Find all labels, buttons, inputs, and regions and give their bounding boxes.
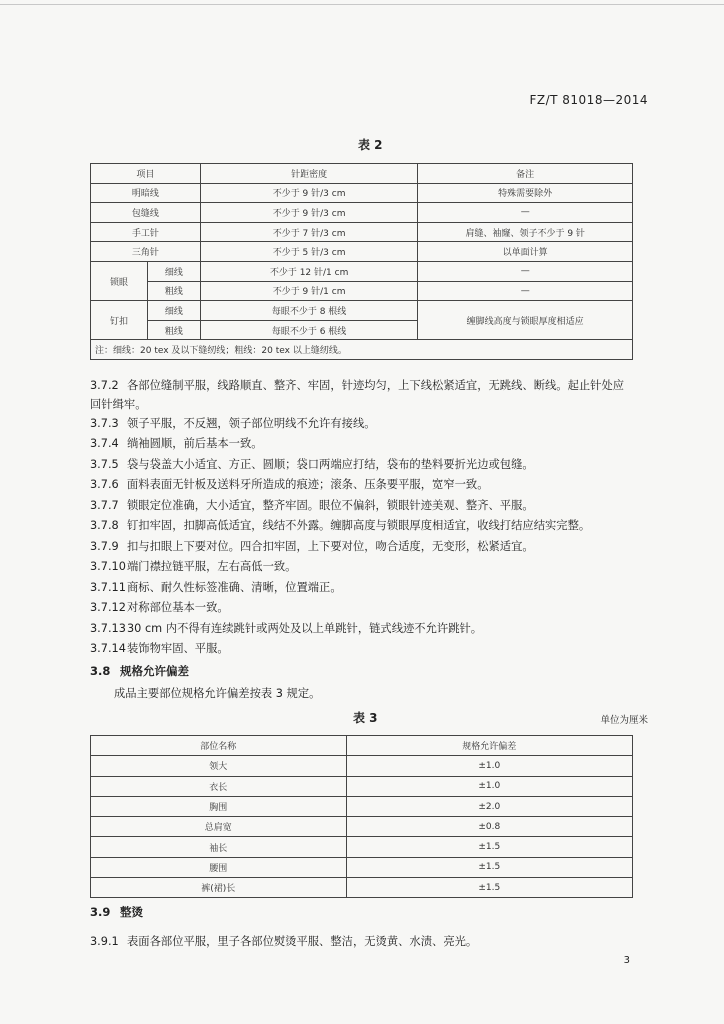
clause-3-7-2 bbox=[90, 376, 645, 414]
clause-text: 绱袖圆顺，前后基本一致。 bbox=[127, 437, 263, 450]
clause-text: 袋与袋盖大小适宜、方正、圆顺；袋口两端应打结，袋布的垫料要折光边或包缝。 bbox=[127, 458, 534, 471]
table3-part: 胸围 bbox=[91, 796, 347, 816]
table3-unit: 单位为厘米 bbox=[600, 715, 648, 726]
clause-3-7-12 bbox=[90, 598, 645, 617]
clause-number: 3.7.3 bbox=[90, 417, 119, 430]
table-row bbox=[91, 857, 633, 877]
table3-part: 衣长 bbox=[91, 776, 347, 796]
clause-3-7-4 bbox=[90, 434, 645, 453]
clause-text: 装饰物牢固、平服。 bbox=[127, 642, 229, 655]
clause-number: 3.7.7 bbox=[90, 499, 119, 512]
section-title: 规格允许偏差 bbox=[120, 664, 189, 678]
table2-item: 包缝线 bbox=[91, 203, 201, 223]
clause-3-9-1 bbox=[90, 932, 645, 951]
table-row bbox=[91, 817, 633, 837]
table2-item: 手工针 bbox=[91, 222, 201, 242]
clause-text: 30 cm 内不得有连续跳针或两处及以上单跳针，链式线迹不允许跳针。 bbox=[127, 622, 483, 635]
table2-title: 表 2 bbox=[358, 138, 383, 152]
section-3-8-heading bbox=[90, 663, 189, 679]
table-row bbox=[91, 878, 633, 898]
table2-group-buttonhole: 锁眼 bbox=[91, 261, 148, 300]
section-number: 3.9 bbox=[90, 905, 111, 919]
table-row bbox=[91, 301, 633, 321]
clause-number: 3.7.12 bbox=[90, 601, 126, 614]
standard-number: FZ/T 81018—2014 bbox=[529, 93, 648, 107]
table2-remark: — bbox=[418, 261, 633, 281]
table2-header-density: 针距密度 bbox=[200, 164, 418, 184]
table2-group-button-sewing: 钉扣 bbox=[91, 301, 148, 340]
clause-text: 锁眼定位准确，大小适宜，整齐牢固。眼位不偏斜，锁眼针迹美观、整齐、平服。 bbox=[127, 499, 534, 512]
table2-header-item: 项目 bbox=[91, 164, 201, 184]
table3-part: 袖长 bbox=[91, 837, 347, 857]
clause-number: 3.7.13 bbox=[90, 622, 126, 635]
table2-density: 不少于 9 针/1 cm bbox=[200, 281, 418, 301]
clause-3-7-3 bbox=[90, 414, 645, 433]
table2-item: 三角针 bbox=[91, 242, 201, 262]
table-row bbox=[91, 183, 633, 203]
table3-tolerance: ±1.5 bbox=[346, 837, 632, 857]
table-row bbox=[91, 261, 633, 281]
table3-part: 领大 bbox=[91, 756, 347, 776]
table2-density: 每眼不少于 6 根线 bbox=[200, 320, 418, 340]
table-row bbox=[91, 203, 633, 223]
clause-text: 扣与扣眼上下要对位。四合扣牢固，上下要对位，吻合适度，无变形，松紧适宜。 bbox=[127, 540, 534, 553]
table2-remark: — bbox=[418, 281, 633, 301]
table2-remark: 以单面计算 bbox=[418, 242, 633, 262]
clause-number: 3.7.8 bbox=[90, 519, 119, 532]
table3-header-row bbox=[91, 736, 633, 756]
section-title: 整烫 bbox=[120, 905, 143, 919]
clause-text: 钉扣牢固，扣脚高低适宜，线结不外露。缠脚高度与锁眼厚度相适宜，收线打结应结实完整。 bbox=[127, 519, 591, 532]
page-number: 3 bbox=[623, 955, 630, 966]
clause-3-7-13 bbox=[90, 619, 645, 638]
clause-text: 领子平服，不反翘，领子部位明线不允许有接线。 bbox=[127, 417, 376, 430]
clause-number: 3.7.10 bbox=[90, 560, 126, 573]
table2-note: 注：细线：20 tex 及以下缝纫线；粗线：20 tex 以上缝纫线。 bbox=[91, 340, 633, 360]
table2-density: 不少于 9 针/3 cm bbox=[200, 183, 418, 203]
table2-sub: 细线 bbox=[147, 301, 200, 321]
table2-sub: 细线 bbox=[147, 261, 200, 281]
table-row bbox=[91, 776, 633, 796]
clause-number: 3.7.11 bbox=[90, 581, 126, 594]
table3-tolerance: ±1.5 bbox=[346, 857, 632, 877]
table2-density: 不少于 12 针/1 cm bbox=[200, 261, 418, 281]
clause-text-continued: 回针缉牢。 bbox=[90, 398, 147, 411]
table3-part: 总肩宽 bbox=[91, 817, 347, 837]
table-row bbox=[91, 837, 633, 857]
table3-tolerance: ±1.0 bbox=[346, 776, 632, 796]
clause-text: 端门襟拉链平服，左右高低一致。 bbox=[127, 560, 297, 573]
table2 bbox=[90, 163, 633, 360]
table-row bbox=[91, 756, 633, 776]
table2-density: 不少于 9 针/3 cm bbox=[200, 203, 418, 223]
table-row bbox=[91, 222, 633, 242]
table3-tolerance: ±0.8 bbox=[346, 817, 632, 837]
table3-tolerance: ±1.5 bbox=[346, 878, 632, 898]
section-3-8-intro: 成品主要部位规格允许偏差按表 3 规定。 bbox=[114, 687, 321, 700]
table3-part: 腰围 bbox=[91, 857, 347, 877]
table2-density: 不少于 7 针/3 cm bbox=[200, 222, 418, 242]
table3-tolerance: ±2.0 bbox=[346, 796, 632, 816]
clause-3-7-6 bbox=[90, 475, 645, 494]
clause-3-7-8 bbox=[90, 516, 645, 535]
clause-number: 3.7.5 bbox=[90, 458, 119, 471]
clause-number: 3.7.2 bbox=[90, 379, 119, 392]
section-number: 3.8 bbox=[90, 664, 111, 678]
clause-text: 对称部位基本一致。 bbox=[127, 601, 229, 614]
table2-remark: 肩缝、袖窿、领子不少于 9 针 bbox=[418, 222, 633, 242]
clause-text: 面料表面无针板及送料牙所造成的痕迹；滚条、压条要平服，宽窄一致。 bbox=[127, 478, 489, 491]
table2-sub: 粗线 bbox=[147, 281, 200, 301]
table2-header-remark: 备注 bbox=[418, 164, 633, 184]
clause-text: 各部位缝制平服，线路顺直、整齐、牢固，针迹均匀，上下线松紧适宜，无跳线、断线。起止针处应 bbox=[127, 379, 625, 392]
table2-density: 每眼不少于 8 根线 bbox=[200, 301, 418, 321]
table2-remark: 缠脚线高度与锁眼厚度相适应 bbox=[418, 301, 633, 340]
clause-number: 3.7.9 bbox=[90, 540, 119, 553]
table3-header-tolerance: 规格允许偏差 bbox=[346, 736, 632, 756]
table2-remark: 特殊需要除外 bbox=[418, 183, 633, 203]
clause-3-7-7 bbox=[90, 496, 645, 515]
clause-3-7-10 bbox=[90, 557, 645, 576]
table2-note-row bbox=[91, 340, 633, 360]
table3-part: 裤(裙)长 bbox=[91, 878, 347, 898]
clause-number: 3.7.14 bbox=[90, 642, 126, 655]
clause-number: 3.9.1 bbox=[90, 935, 119, 948]
section-3-9-heading bbox=[90, 904, 143, 920]
clause-3-7-14 bbox=[90, 639, 645, 658]
table-row bbox=[91, 281, 633, 301]
clause-number: 3.7.6 bbox=[90, 478, 119, 491]
clause-3-7-5 bbox=[90, 455, 645, 474]
table3 bbox=[90, 735, 633, 898]
table-row bbox=[91, 242, 633, 262]
table-row bbox=[91, 796, 633, 816]
table2-remark: — bbox=[418, 203, 633, 223]
table2-density: 不少于 5 针/3 cm bbox=[200, 242, 418, 262]
table2-sub: 粗线 bbox=[147, 320, 200, 340]
table3-tolerance: ±1.0 bbox=[346, 756, 632, 776]
table3-header-part: 部位名称 bbox=[91, 736, 347, 756]
table2-header-row bbox=[91, 164, 633, 184]
clause-number: 3.7.4 bbox=[90, 437, 119, 450]
clause-3-7-9 bbox=[90, 537, 645, 556]
clause-3-7-11 bbox=[90, 578, 645, 597]
table3-title: 表 3 bbox=[353, 711, 378, 725]
clause-text: 表面各部位平服，里子各部位熨烫平服、整洁，无烫黄、水渍、亮光。 bbox=[127, 935, 478, 948]
page-top-rule bbox=[0, 4, 724, 5]
clause-text: 商标、耐久性标签准确、清晰，位置端正。 bbox=[127, 581, 342, 594]
table2-item: 明暗线 bbox=[91, 183, 201, 203]
